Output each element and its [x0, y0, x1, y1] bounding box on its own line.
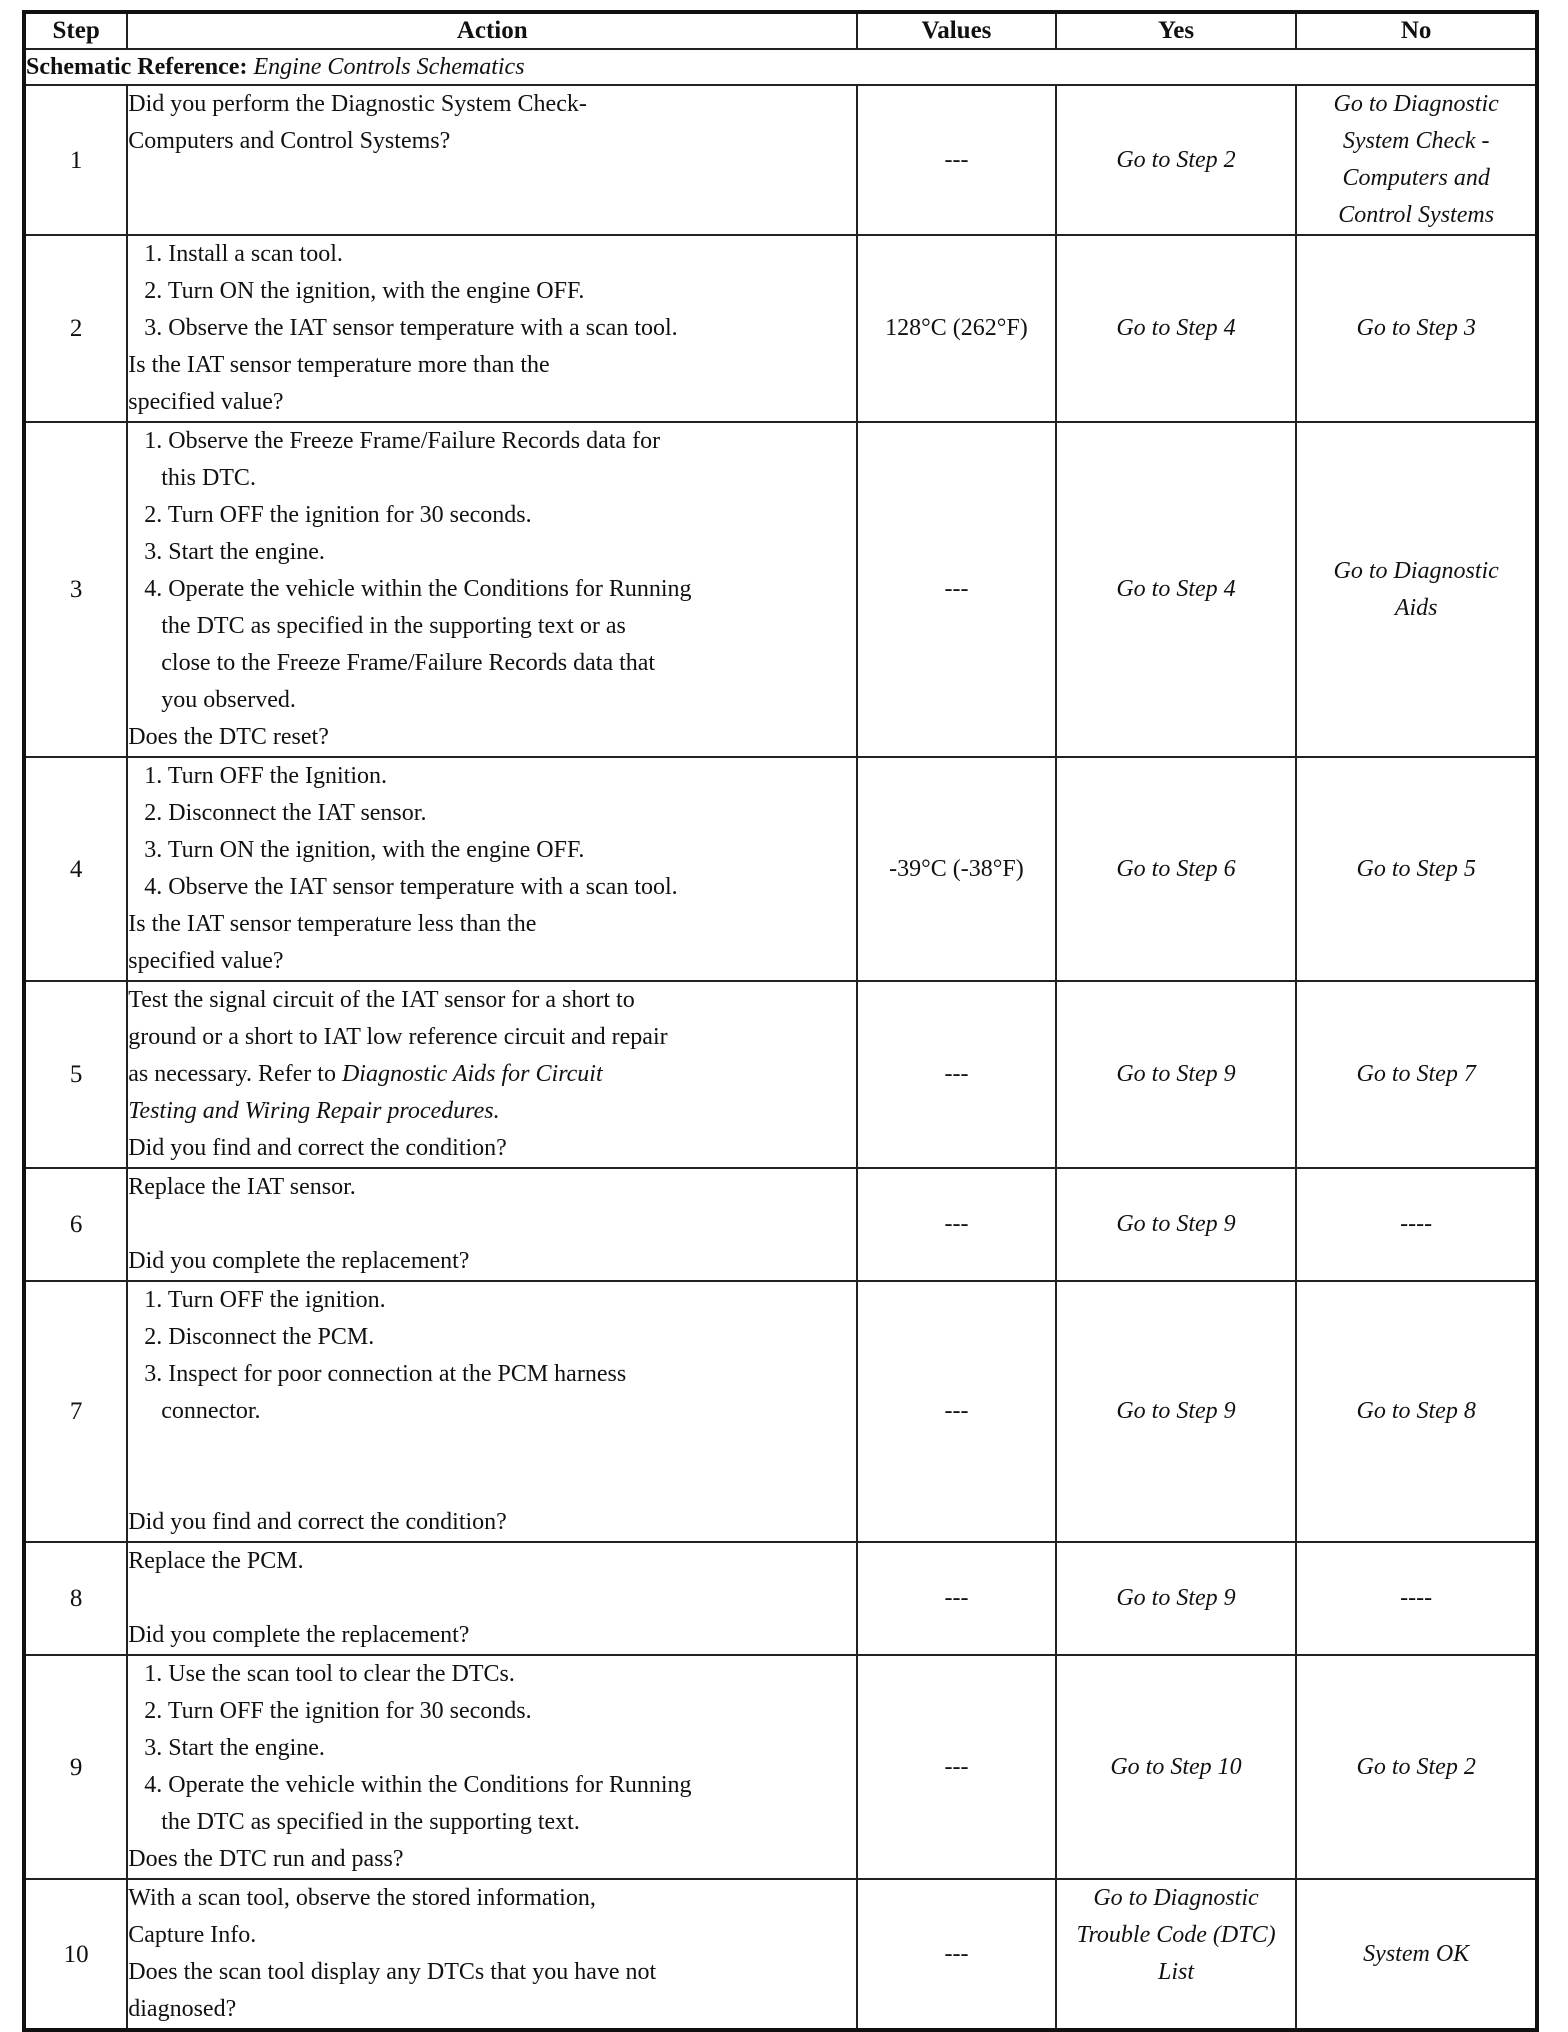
- no-cell: ----: [1296, 1168, 1537, 1281]
- action-line: [128, 1056, 856, 1093]
- action-question: Did you find and correct the condition?: [128, 1135, 507, 1161]
- spacer: [128, 1467, 856, 1504]
- action-line: Replace the PCM.: [128, 1548, 304, 1574]
- step-number: 8: [24, 1542, 127, 1655]
- action-step-text: 1. Observe the Freeze Frame/Failure Records data for: [144, 428, 661, 454]
- yes-link[interactable]: Go to Step 9: [1056, 1542, 1297, 1655]
- action-step: 1. Turn OFF the ignition.: [144, 1287, 386, 1313]
- no-link[interactable]: Go to Step 7: [1296, 981, 1537, 1168]
- reference-link[interactable]: Diagnostic Aids for Circuit: [341, 1061, 603, 1087]
- step-number: 4: [24, 757, 127, 981]
- header-action: Action: [127, 12, 857, 49]
- no-link[interactable]: System OK: [1296, 1879, 1537, 2030]
- step-number: 10: [24, 1879, 127, 2030]
- value-cell: ---: [857, 422, 1056, 757]
- step-number: 9: [24, 1655, 127, 1879]
- action-cell: [127, 1168, 857, 1281]
- value-cell: ---: [857, 981, 1056, 1168]
- action-question: Is the IAT sensor temperature less than the: [128, 911, 537, 937]
- action-line: ground or a short to IAT low reference circuit and repair: [128, 1024, 668, 1050]
- action-step-text: the DTC as specified in the supporting text.: [161, 1809, 580, 1835]
- action-cell: [127, 1655, 857, 1879]
- spacer: [128, 1580, 856, 1617]
- schematic-reference-row: [24, 49, 1537, 85]
- action-step-text: 3. Inspect for poor connection at the PCM harness: [144, 1361, 627, 1387]
- action-question: Is the IAT sensor temperature more than the: [128, 352, 550, 378]
- action-step: 1. Use the scan tool to clear the DTCs.: [144, 1661, 515, 1687]
- table-row: [24, 1542, 1537, 1655]
- action-question: Does the DTC reset?: [128, 724, 329, 750]
- value-cell: ---: [857, 1542, 1056, 1655]
- action-step: 1. Turn OFF the Ignition.: [144, 763, 387, 789]
- action-step: 3. Turn ON the ignition, with the engine OFF.: [144, 837, 585, 863]
- value-cell: 128°C (262°F): [857, 235, 1056, 422]
- action-question: Does the DTC run and pass?: [128, 1846, 404, 1872]
- no-link[interactable]: Go to Diagnostic Aids: [1296, 422, 1537, 757]
- step-number: 2: [24, 235, 127, 422]
- value-cell: ---: [857, 1879, 1056, 2030]
- action-question: Did you complete the replacement?: [128, 1248, 470, 1274]
- action-step: [128, 1356, 856, 1430]
- table-row: [24, 1281, 1537, 1542]
- action-line: Replace the IAT sensor.: [128, 1174, 356, 1200]
- action-step: 2. Turn ON the ignition, with the engine OFF.: [144, 278, 585, 304]
- action-line: Computers and Control Systems?: [128, 128, 451, 154]
- no-link[interactable]: Go to Step 8: [1296, 1281, 1537, 1542]
- action-step: 4. Observe the IAT sensor temperature with a scan tool.: [144, 874, 678, 900]
- step-number: 7: [24, 1281, 127, 1542]
- spacer: [128, 1206, 856, 1243]
- header-values: Values: [857, 12, 1056, 49]
- action-cell: [127, 85, 857, 235]
- diagnostic-table: [22, 10, 1539, 2032]
- no-link[interactable]: Go to Step 5: [1296, 757, 1537, 981]
- action-cell: [127, 1879, 857, 2030]
- action-cell: [127, 1542, 857, 1655]
- header-step: Step: [24, 12, 127, 49]
- value-cell: ---: [857, 1655, 1056, 1879]
- value-cell: ---: [857, 85, 1056, 235]
- action-question: specified value?: [128, 389, 284, 415]
- action-step: 3. Start the engine.: [144, 539, 325, 565]
- yes-link[interactable]: Go to Step 9: [1056, 1168, 1297, 1281]
- step-number: 5: [24, 981, 127, 1168]
- no-link[interactable]: Go to Step 3: [1296, 235, 1537, 422]
- action-step: [128, 1767, 856, 1841]
- action-cell: [127, 981, 857, 1168]
- action-question: Does the scan tool display any DTCs that you have not: [128, 1959, 657, 1985]
- action-step: [128, 423, 856, 497]
- schematic-label: Schematic Reference:: [26, 54, 248, 80]
- yes-link[interactable]: Go to Step 10: [1056, 1655, 1297, 1879]
- action-step: 2. Turn OFF the ignition for 30 seconds.: [144, 1698, 532, 1724]
- action-line: Test the signal circuit of the IAT sensor for a short to: [128, 987, 635, 1013]
- action-step-text: 4. Operate the vehicle within the Conditions for Running: [144, 576, 692, 602]
- action-cell: [127, 757, 857, 981]
- action-question: specified value?: [128, 948, 284, 974]
- diagnostic-document: [22, 10, 1539, 2032]
- yes-link[interactable]: Go to Step 4: [1056, 422, 1297, 757]
- table-row: [24, 422, 1537, 757]
- table-row: [24, 1168, 1537, 1281]
- value-cell: -39°C (-38°F): [857, 757, 1056, 981]
- action-step: 1. Install a scan tool.: [144, 241, 343, 267]
- action-step: 2. Disconnect the PCM.: [144, 1324, 375, 1350]
- table-row: [24, 1879, 1537, 2030]
- no-cell: ----: [1296, 1542, 1537, 1655]
- yes-link[interactable]: Go to Step 2: [1056, 85, 1297, 235]
- no-link[interactable]: Go to Diagnostic System Check - Computers and Control Systems: [1296, 85, 1537, 235]
- step-number: 1: [24, 85, 127, 235]
- header-no: No: [1296, 12, 1537, 49]
- action-step-text: this DTC.: [161, 465, 256, 491]
- value-cell: ---: [857, 1281, 1056, 1542]
- action-text: as necessary. Refer to: [128, 1061, 342, 1087]
- yes-link[interactable]: Go to Step 9: [1056, 981, 1297, 1168]
- yes-link[interactable]: Go to Step 6: [1056, 757, 1297, 981]
- header-yes: Yes: [1056, 12, 1297, 49]
- action-step: [128, 571, 856, 719]
- action-step: 2. Disconnect the IAT sensor.: [144, 800, 427, 826]
- action-step-text: you observed.: [161, 687, 296, 713]
- table-row: [24, 1655, 1537, 1879]
- table-row: [24, 235, 1537, 422]
- action-step: 3. Start the engine.: [144, 1735, 325, 1761]
- step-number: 3: [24, 422, 127, 757]
- action-question: Did you complete the replacement?: [128, 1622, 470, 1648]
- action-step: 2. Turn OFF the ignition for 30 seconds.: [144, 502, 532, 528]
- table-row: [24, 981, 1537, 1168]
- action-question: Did you find and correct the condition?: [128, 1509, 507, 1535]
- schematic-reference: [24, 49, 1537, 85]
- table-row: [24, 757, 1537, 981]
- action-question: diagnosed?: [128, 1996, 237, 2022]
- action-cell: [127, 1281, 857, 1542]
- yes-link[interactable]: Go to Diagnostic Trouble Code (DTC) List: [1056, 1879, 1297, 2030]
- action-cell: [127, 235, 857, 422]
- no-link[interactable]: Go to Step 2: [1296, 1655, 1537, 1879]
- schematic-link[interactable]: Engine Controls Schematics: [253, 54, 525, 80]
- value-cell: ---: [857, 1168, 1056, 1281]
- table-row: [24, 85, 1537, 235]
- action-step-text: the DTC as specified in the supporting text or as: [161, 613, 626, 639]
- reference-link[interactable]: Testing and Wiring Repair procedures.: [128, 1098, 500, 1124]
- yes-link[interactable]: Go to Step 9: [1056, 1281, 1297, 1542]
- action-step-text: connector.: [161, 1398, 261, 1424]
- action-line: Capture Info.: [128, 1922, 257, 1948]
- yes-link[interactable]: Go to Step 4: [1056, 235, 1297, 422]
- action-step-text: 4. Operate the vehicle within the Conditions for Running: [144, 1772, 692, 1798]
- action-step-text: close to the Freeze Frame/Failure Records data that: [161, 650, 656, 676]
- action-step: 3. Observe the IAT sensor temperature with a scan tool.: [144, 315, 678, 341]
- table-header-row: [24, 12, 1537, 49]
- action-line: With a scan tool, observe the stored information,: [128, 1885, 596, 1911]
- step-number: 6: [24, 1168, 127, 1281]
- spacer: [128, 1430, 856, 1467]
- action-cell: [127, 422, 857, 757]
- action-line: Did you perform the Diagnostic System Check-: [128, 91, 587, 117]
